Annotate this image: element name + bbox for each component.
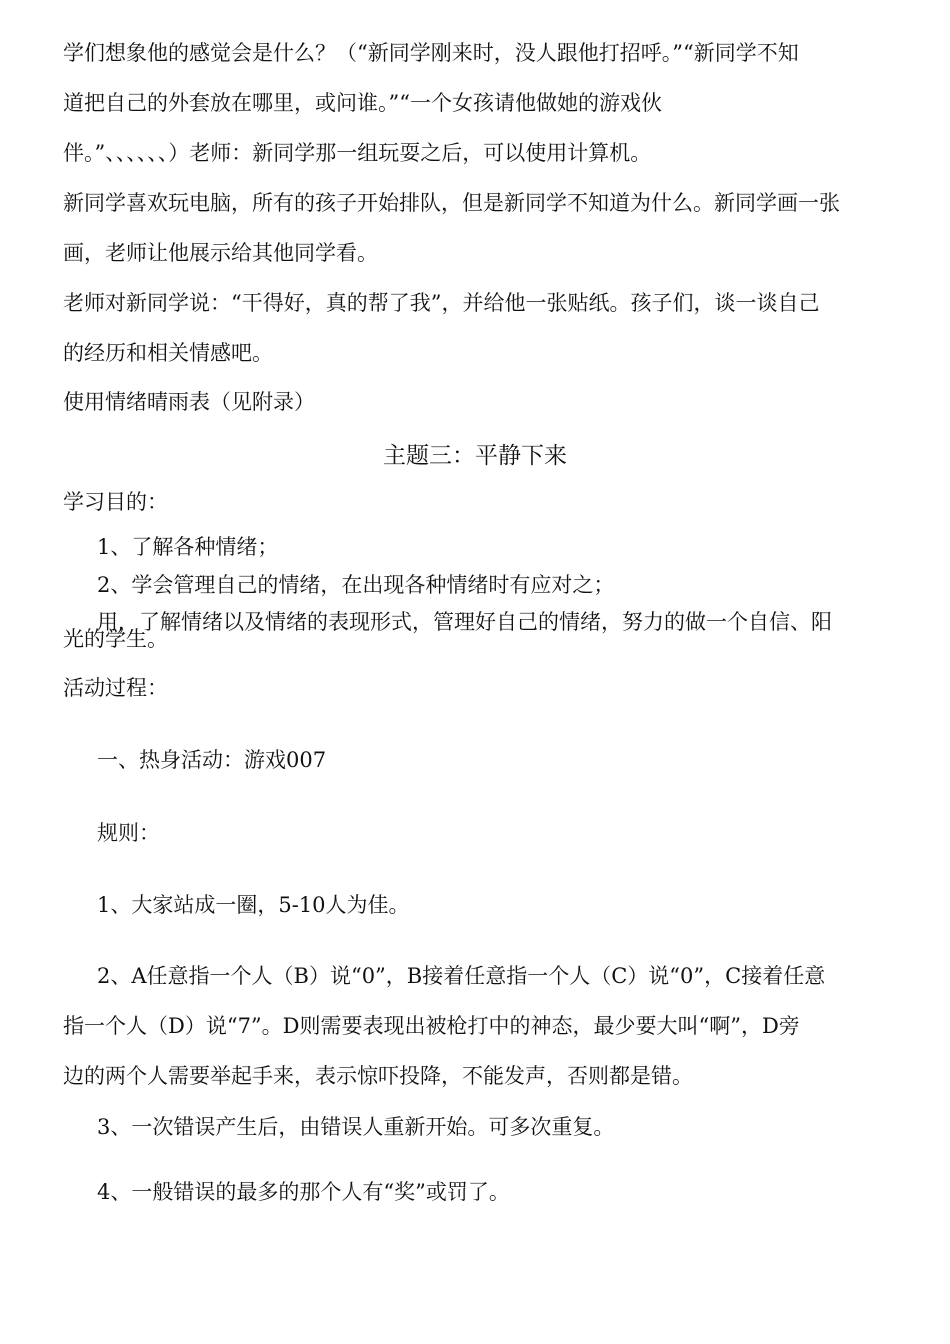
objectives-heading: 学习目的： xyxy=(63,490,168,514)
paragraph-line: 的经历和相关情感吧。 xyxy=(63,341,273,365)
rule-item: 3、一次错误产生后，由错误人重新开始。可多次重复。 xyxy=(97,1115,615,1139)
paragraph-line: 新同学喜欢玩电脑，所有的孩子开始排队，但是新同学不知道为什么。新同学画一张 xyxy=(63,191,840,215)
objective-item: 光的学生。 xyxy=(63,627,168,651)
objective-item: 用，了解情绪以及情绪的表现形式，管理好自己的情绪，努力的做一个自信、阳 xyxy=(97,610,832,634)
paragraph-line: 伴。”、、、、、、）老师：新同学那一组玩耍之后，可以使用计算机。 xyxy=(63,141,652,165)
rule-item: 4、一般错误的最多的那个人有“奖”或罚了。 xyxy=(97,1180,510,1204)
rule-item: 边的两个人需要举起手来，表示惊吓投降，不能发声，否则都是错。 xyxy=(63,1064,693,1088)
section-title: 主题三：平静下来 xyxy=(383,443,567,469)
paragraph-line: 使用情绪晴雨表（见附录） xyxy=(63,390,315,414)
warmup-heading: 一、热身活动：游戏007 xyxy=(97,748,327,772)
paragraph-line: 画，老师让他展示给其他同学看。 xyxy=(63,241,378,265)
objective-item: 1、了解各种情绪； xyxy=(97,535,279,559)
paragraph-line: 老师对新同学说：“干得好，真的帮了我”，并给他一张贴纸。孩子们，谈一谈自己 xyxy=(63,291,820,315)
rule-item: 指一个人（D）说“7”。D则需要表现出被枪打中的神态，最少要大叫“啊”，D旁 xyxy=(63,1014,800,1038)
process-heading: 活动过程： xyxy=(63,676,168,700)
rule-item: 2、A任意指一个人（B）说“0”，B接着任意指一个人（C）说“0”，C接着任意 xyxy=(97,964,826,988)
paragraph-line: 道把自己的外套放在哪里，或问谁。”“一个女孩请他做她的游戏伙 xyxy=(63,91,662,115)
rule-item: 1、大家站成一圈，5-10人为佳。 xyxy=(97,893,410,917)
paragraph-line: 学们想象他的感觉会是什么？（“新同学刚来时，没人跟他打招呼。”“新同学不知 xyxy=(63,41,799,65)
objective-item: 2、学会管理自己的情绪，在出现各种情绪时有应对之； xyxy=(97,573,615,597)
rules-heading: 规则： xyxy=(97,821,160,845)
